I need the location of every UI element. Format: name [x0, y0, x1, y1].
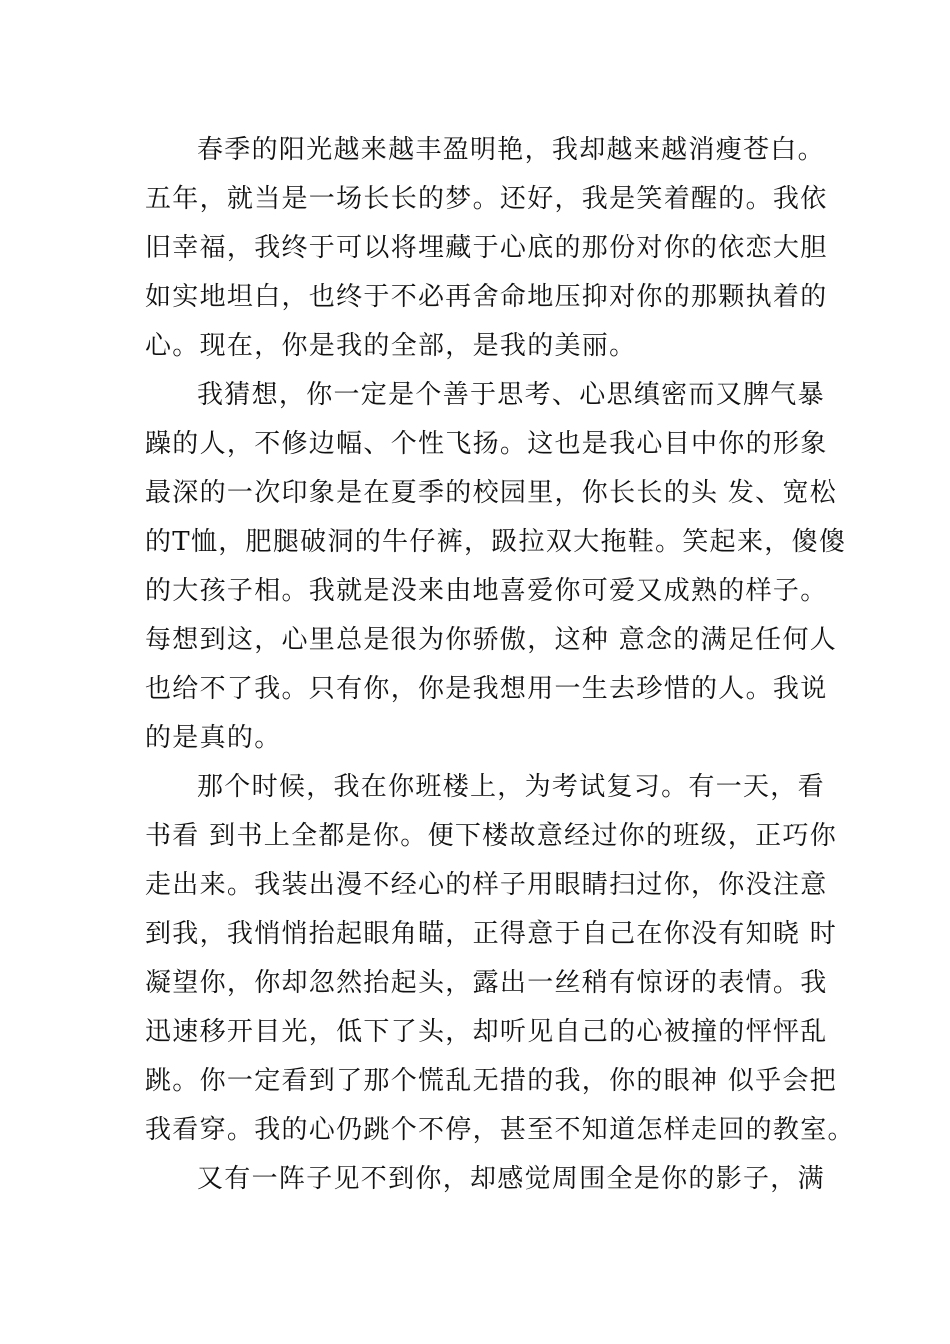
text-line: 的大孩子相。我就是没来由地喜爱你可爱又成熟的样子。 [145, 576, 828, 606]
text-line: 书看 到书上全都是你。便下楼故意经过你的班级，正巧你 [145, 821, 838, 851]
text-line: 我猜想，你一定是个善于思考、心思缜密而又脾气暴 [197, 380, 825, 410]
text-line: 躁的人，不修边幅、个性飞扬。这也是我心目中你的形象 [145, 429, 828, 459]
text-line: 每想到这，心里总是很为你骄傲，这种 意念的满足任何人 [145, 625, 838, 655]
text-line: 到我，我悄悄抬起眼角瞄，正得意于自己在你没有知晓 时 [145, 919, 838, 949]
text-line: 旧幸福，我终于可以将埋藏于心底的那份对你的依恋大胆 [145, 233, 828, 263]
text-line: 那个时候，我在你班楼上，为考试复习。有一天，看 [197, 772, 825, 802]
text-line: 的T恤，肥腿破洞的牛仔裤，趿拉双大拖鞋。笑起来，傻傻 [145, 527, 847, 557]
text-line: 又有一阵子见不到你，却感觉周围全是你的影子，满 [197, 1164, 825, 1194]
text-line: 走出来。我装出漫不经心的样子用眼睛扫过你，你没注意 [145, 870, 828, 900]
text-line: 心。现在，你是我的全部，是我的美丽。 [145, 331, 637, 361]
text-line: 我看穿。我的心仍跳个不停，甚至不知道怎样走回的教室。 [145, 1115, 855, 1145]
text-line: 也给不了我。只有你，你是我想用一生去珍惜的人。我说 [145, 674, 828, 704]
text-line: 的是真的。 [145, 723, 282, 753]
text-line: 春季的阳光越来越丰盈明艳，我却越来越消瘦苍白。 [197, 135, 825, 165]
text-line: 如实地坦白，也终于不必再舍命地压抑对你的那颗执着的 [145, 282, 828, 312]
text-line: 迅速移开目光，低下了头，却听见自己的心被撞的怦怦乱 [145, 1017, 828, 1047]
text-line: 凝望你，你却忽然抬起头，露出一丝稍有惊讶的表情。我 [145, 968, 828, 998]
text-line: 跳。你一定看到了那个慌乱无措的我，你的眼神 似乎会把 [145, 1066, 838, 1096]
text-line: 最深的一次印象是在夏季的校园里，你长长的头 发、宽松 [145, 478, 838, 508]
text-line: 五年，就当是一场长长的梦。还好，我是笑着醒的。我依 [145, 184, 828, 214]
